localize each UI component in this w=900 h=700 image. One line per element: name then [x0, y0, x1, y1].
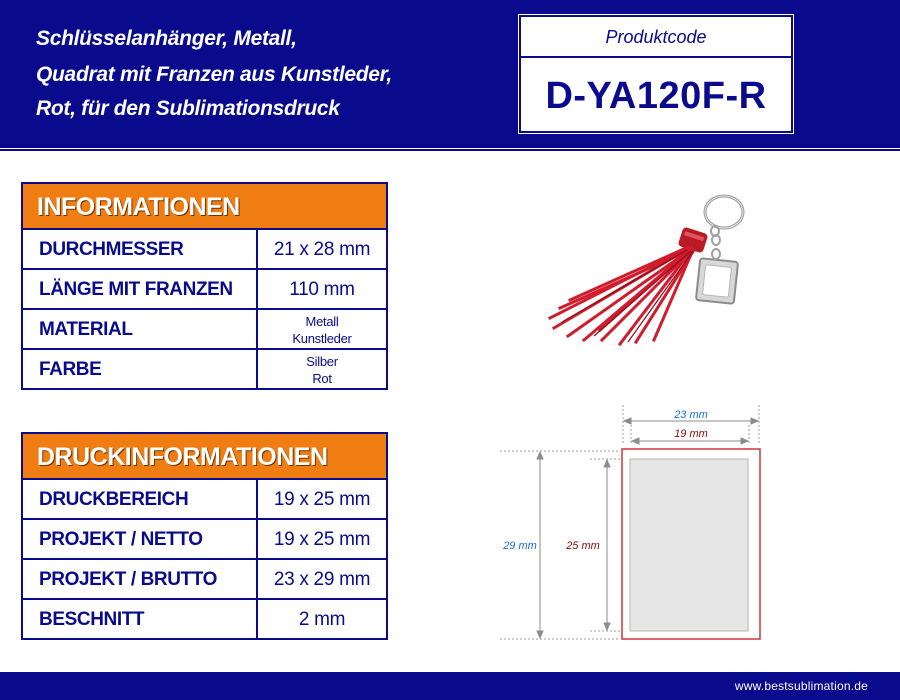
height-outer-label: 29 mm — [503, 540, 537, 552]
row-label: BESCHNITT — [23, 600, 258, 638]
metal-pendant-icon — [696, 249, 738, 304]
height-inner-label: 25 mm — [566, 540, 600, 552]
row-value: 21 x 28 mm — [273, 239, 371, 260]
print-info-table — [21, 432, 388, 640]
row-value — [258, 350, 386, 388]
header-divider — [0, 148, 900, 151]
product-title-line-2: Quadrat mit Franzen aus Kunstleder, — [36, 63, 392, 86]
row-value: 110 mm — [289, 279, 355, 300]
table-row — [23, 600, 386, 638]
value-line: Kunstleder — [292, 331, 352, 346]
row-value: 19 x 25 mm — [273, 489, 371, 510]
info-table-title: INFORMATIONEN — [23, 184, 386, 230]
product-title-line-3: Rot, für den Sublimationsdruck — [36, 97, 340, 120]
table-row — [23, 230, 386, 270]
value-line: Rot — [312, 371, 332, 386]
product-code-label: Produktcode — [521, 17, 791, 58]
row-value: 2 mm — [298, 609, 346, 630]
row-label: DRUCKBEREICH — [23, 480, 258, 518]
row-label: MATERIAL — [23, 310, 258, 348]
header-bar — [0, 0, 900, 148]
row-label: PROJEKT / NETTO — [23, 520, 258, 558]
product-code-value: D-YA120F-R — [545, 75, 767, 117]
value-line: Silber — [306, 354, 338, 369]
table-row — [23, 560, 386, 600]
print-table-title: DRUCKINFORMATIONEN — [23, 434, 386, 480]
row-value: 23 x 29 mm — [273, 569, 371, 590]
row-value — [258, 310, 386, 348]
table-row — [23, 520, 386, 560]
table-row — [23, 270, 386, 310]
website-link[interactable]: www.bestsublimation.de — [734, 679, 868, 693]
product-code-box — [519, 15, 793, 133]
row-label: PROJEKT / BRUTTO — [23, 560, 258, 598]
row-label: FARBE — [23, 350, 258, 388]
product-title-line-1: Schlüsselanhänger, Metall, — [36, 27, 297, 50]
table-row — [23, 350, 386, 388]
footer-bar — [0, 672, 900, 700]
row-label: DURCHMESSER — [23, 230, 258, 268]
tassel-icon — [550, 226, 708, 344]
dimension-diagram — [500, 395, 800, 650]
row-label: LÄNGE MIT FRANZEN — [23, 270, 258, 308]
width-inner-label: 19 mm — [674, 428, 708, 440]
info-table — [21, 182, 388, 390]
table-row — [23, 310, 386, 350]
inner-print-area — [630, 459, 748, 631]
table-row — [23, 480, 386, 520]
value-line: Metall — [305, 314, 339, 329]
row-value: 19 x 25 mm — [273, 529, 371, 550]
width-outer-label: 23 mm — [674, 409, 708, 421]
key-ring-icon — [705, 196, 743, 245]
product-image — [540, 190, 770, 350]
